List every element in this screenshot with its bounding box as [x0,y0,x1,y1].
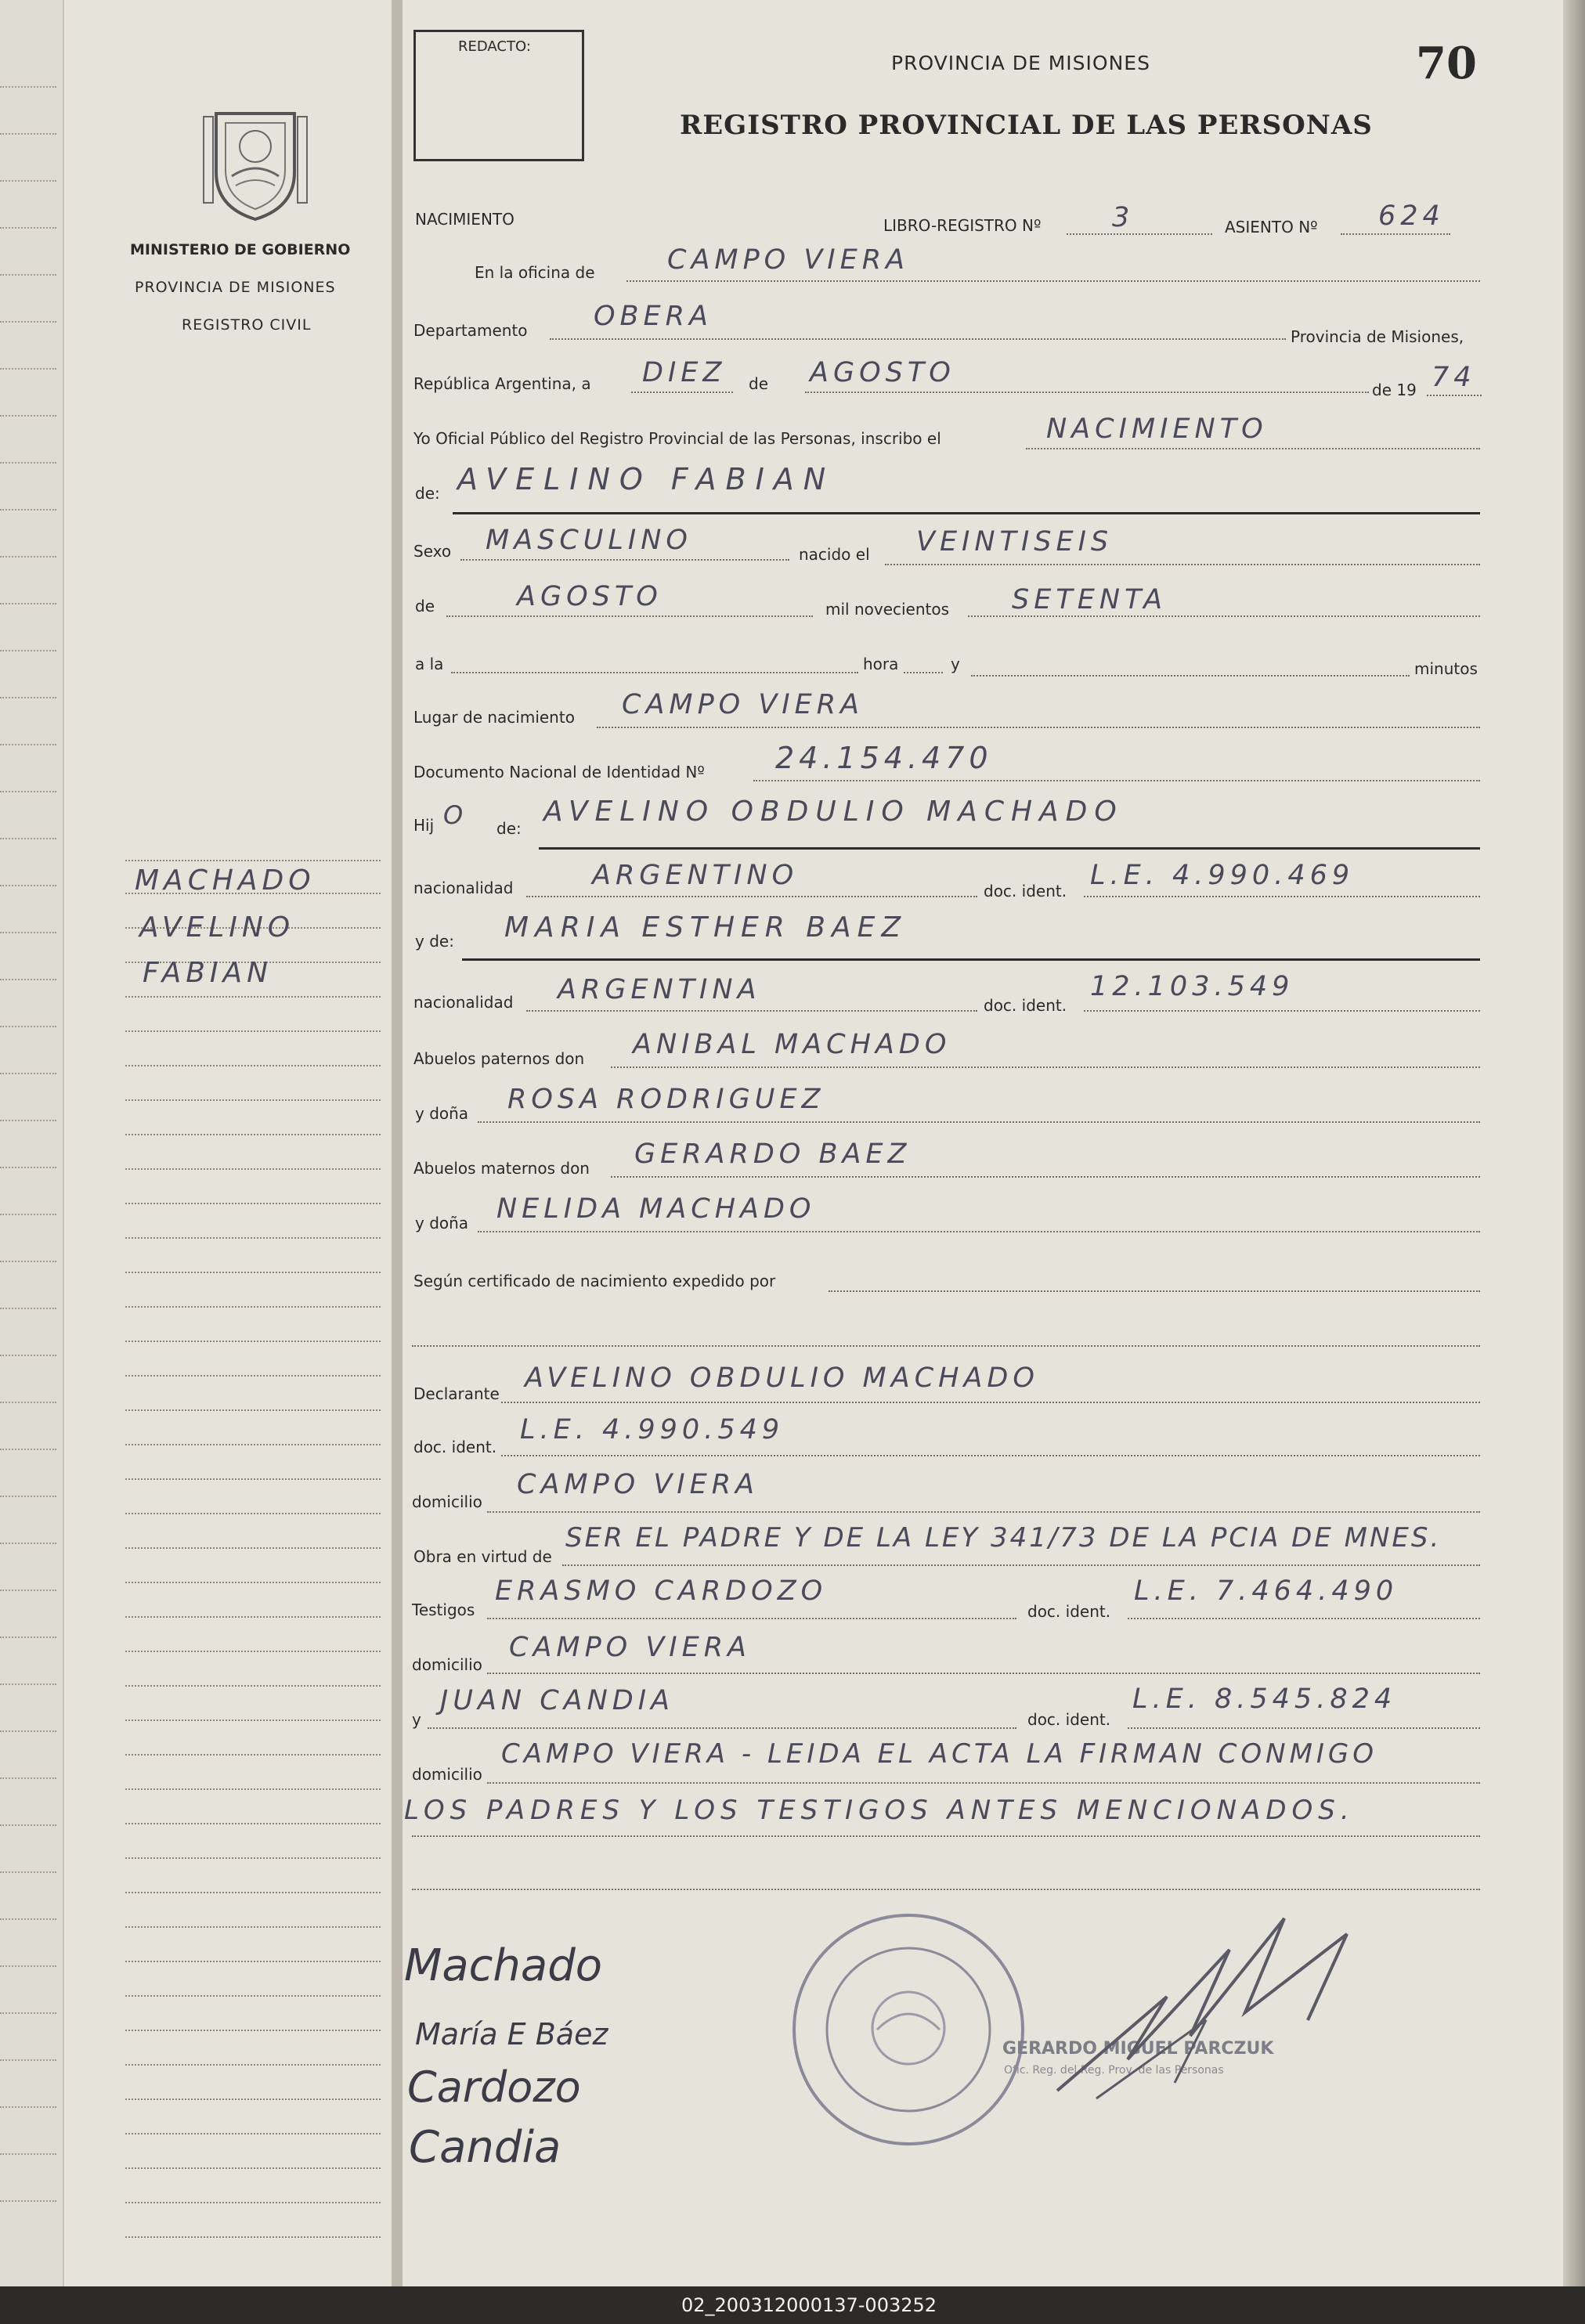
fecha-mes-value: AGOSTO [810,357,955,388]
abuelos-paternos-label: Abuelos paternos don [413,1049,585,1068]
de-mes-label: de [415,597,435,615]
abuelos-maternos-label: Abuelos maternos don [413,1159,590,1178]
dni-label: Documento Nacional de Identidad Nº [413,763,705,781]
certificado-label: Según certificado de nacimiento expedido por [413,1272,776,1290]
departamento-value: OBERA [594,301,713,332]
libro-value: 3 [1112,202,1135,233]
hora-label: hora [863,655,899,673]
redacto-label: REDACTO: [458,38,531,55]
libro-label: LIBRO-REGISTRO Nº [883,216,1042,235]
testigo1-domicilio-value: CAMPO VIERA [509,1632,752,1663]
oficina-label: En la oficina de [475,263,595,282]
abuela-paterna-value: ROSA RODRIGUEZ [507,1084,825,1115]
de19-label: de 19 [1372,381,1417,399]
official-name-stamp: GERARDO MIGUEL PARCZUK [1002,2039,1274,2059]
continuation-value: LOS PADRES Y LOS TESTIGOS ANTES MENCIONADOS. [404,1795,1355,1826]
redacto-box [413,30,584,161]
nombre-value: AVELINO FABIAN [457,462,836,496]
testigo1-doc-value: L.E. 7.464.490 [1134,1575,1399,1607]
footer-image-id: 02_200312000137-003252 [681,2294,937,2316]
lugar-label: Lugar de nacimiento [413,708,575,727]
inscribo-value: NACIMIENTO [1046,413,1268,445]
nacido-label: nacido el [799,545,870,564]
y-dona-paterna-label: y doña [415,1104,469,1123]
nacimiento-label: NACIMIENTO [415,210,514,229]
oficial-label: Yo Oficial Público del Registro Provincial de las Personas, inscribo el [413,429,941,448]
testigo2-y-label: y [412,1710,421,1729]
lugar-value: CAMPO VIERA [622,689,865,720]
mil-label: mil novecientos [825,600,950,619]
registry-title: REGISTRO PROVINCIAL DE LAS PERSONAS [680,110,1373,141]
dni-value: 24.154.470 [775,741,993,775]
margin-surname: MACHADO [135,864,316,897]
official-signature-icon [1049,1903,1378,2106]
de-label: de [749,374,768,393]
doc-madre-value: 12.103.549 [1090,971,1294,1002]
official-stamp-icon [789,1911,1027,2149]
doc-madre-label: doc. ident. [984,996,1067,1015]
madre-value: MARIA ESTHER BAEZ [504,911,907,944]
y-label: y [951,655,960,673]
testigos-label: Testigos [412,1600,475,1619]
doc-padre-value: L.E. 4.990.469 [1090,860,1355,891]
binding-fold [392,0,403,2286]
de-padre-label: de: [496,819,522,838]
page-number: 70 [1416,38,1477,89]
declarante-domicilio-value: CAMPO VIERA [517,1469,760,1500]
signature-testigo2: Candia [409,2122,561,2173]
nacido-anio-value: SETENTA [1012,584,1168,615]
obra-label: Obra en virtud de [413,1547,552,1566]
oficina-value: CAMPO VIERA [667,244,910,276]
declarante-doc-value: L.E. 4.990.549 [520,1414,785,1445]
nacido-dia-value: VEINTISEIS [916,526,1114,558]
hij-label: Hij [413,816,435,835]
nacionalidad-padre-label: nacionalidad [413,879,514,897]
testigo2-doc-label: doc. ident. [1027,1710,1111,1729]
signature-declarante: Machado [404,1940,603,1991]
province-title: PROVINCIA DE MISIONES [891,52,1150,74]
margin-first-name: AVELINO [139,911,295,944]
fecha-anio-value: 74 [1432,362,1476,393]
testigo1-value: ERASMO CARDOZO [495,1575,828,1607]
republica-label: República Argentina, a [413,374,591,393]
province-label: PROVINCIA DE MISIONES [135,279,336,296]
asiento-value: 624 [1378,200,1445,232]
fecha-dia-value: DIEZ [642,357,727,388]
sexo-value: MASCULINO [486,525,692,556]
departamento-label: Departamento [413,321,528,340]
declarante-value: AVELINO OBDULIO MACHADO [525,1362,1039,1394]
nacionalidad-madre-value: ARGENTINA [558,974,761,1005]
signature-testigo1: Cardozo [407,2062,581,2112]
abuelo-materno-value: GERARDO BAEZ [634,1139,912,1170]
ministry-label: MINISTERIO DE GOBIERNO [130,241,351,258]
y-dona-materna-label: y doña [415,1214,469,1232]
abuela-materna-value: NELIDA MACHADO [496,1193,816,1225]
previous-page-edge [0,0,64,2286]
padre-value: AVELINO OBDULIO MACHADO [543,796,1124,828]
declarante-label: Declarante [413,1384,500,1403]
a-la-label: a la [415,655,444,673]
page-edge-shadow [1563,0,1585,2286]
nacionalidad-padre-value: ARGENTINO [592,860,799,891]
obra-value: SER EL PADRE Y DE LA LEY 341/73 DE LA PCIA DE MNES. [565,1522,1442,1554]
hij-suffix: O [443,800,468,830]
civil-registry-label: REGISTRO CIVIL [182,316,312,334]
signature-madre: María E Báez [415,2017,608,2052]
testigo2-domicilio-value: CAMPO VIERA - LEIDA EL ACTA LA FIRMAN CONMIGO [501,1738,1378,1770]
minutos-label: minutos [1414,659,1478,678]
testigo2-domicilio-label: domicilio [412,1765,482,1784]
doc-padre-label: doc. ident. [984,882,1067,900]
declarante-domicilio-label: domicilio [412,1492,482,1511]
testigo1-doc-label: doc. ident. [1027,1602,1111,1621]
testigo1-domicilio-label: domicilio [412,1655,482,1674]
declarante-doc-label: doc. ident. [413,1438,497,1456]
nacido-mes-value: AGOSTO [517,581,663,612]
y-de-label: y de: [415,932,454,951]
provincial-seal-icon [200,98,310,223]
nacionalidad-madre-label: nacionalidad [413,993,514,1012]
sexo-label: Sexo [413,542,452,561]
provincia-label: Provincia de Misiones, [1291,327,1464,346]
abuelo-paterno-value: ANIBAL MACHADO [633,1029,951,1060]
de-colon-label: de: [415,484,440,503]
testigo2-value: JUAN CANDIA [440,1685,674,1716]
footer-bar [0,2286,1585,2324]
margin-second-name: FABIAN [143,957,273,989]
official-title-stamp: Ofic. Reg. del Reg. Prov. de las Personas [1004,2064,1224,2077]
asiento-label: ASIENTO Nº [1225,218,1318,236]
testigo2-doc-value: L.E. 8.545.824 [1132,1683,1397,1715]
